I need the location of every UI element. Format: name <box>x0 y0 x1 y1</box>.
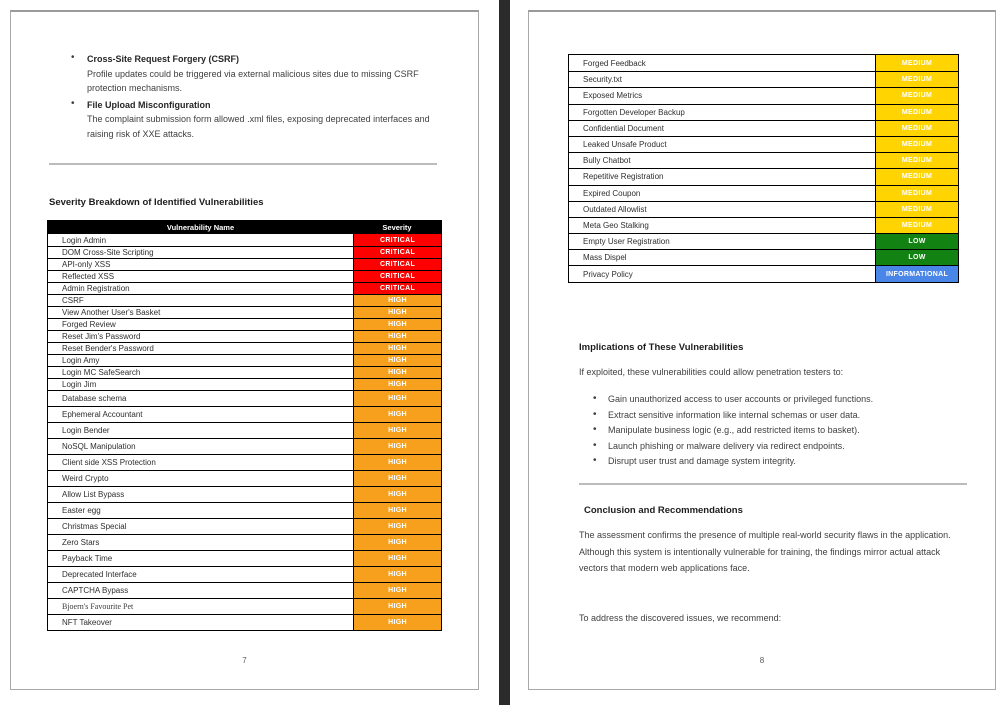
vulnerability-name-cell: Ephemeral Accountant <box>62 410 143 419</box>
severity-badge: MEDIUM <box>875 137 958 152</box>
table-row <box>48 378 441 390</box>
document-page-8 <box>528 10 996 690</box>
vulnerability-name-cell: Bully Chatbot <box>583 156 631 166</box>
severity-badge: HIGH <box>353 471 441 486</box>
vulnerability-name-cell: Christmas Special <box>62 522 127 531</box>
severity-badge: HIGH <box>353 331 441 342</box>
severity-badge: MEDIUM <box>875 153 958 168</box>
vulnerability-name-cell: Login Jim <box>62 380 97 389</box>
vulnerability-name-cell: Weird Crypto <box>62 474 109 483</box>
severity-badge: MEDIUM <box>875 121 958 136</box>
severity-badge: INFORMATIONAL <box>875 266 958 281</box>
table-row <box>569 168 958 184</box>
table-row <box>569 120 958 136</box>
severity-badge: CRITICAL <box>353 247 441 258</box>
severity-badge: MEDIUM <box>875 218 958 233</box>
implications-intro: If exploited, these vulnerabilities could allow penetration testers to: <box>579 367 844 377</box>
table-row <box>48 422 441 438</box>
severity-badge: HIGH <box>353 307 441 318</box>
vulnerability-name-cell: DOM Cross-Site Scripting <box>62 248 154 257</box>
finding-title: • Cross-Site Request Forgery (CSRF) <box>87 54 240 64</box>
table-row <box>569 201 958 217</box>
table-row <box>569 104 958 120</box>
finding-title: • File Upload Misconfiguration <box>87 99 211 110</box>
table-row <box>48 342 441 354</box>
severity-badge: HIGH <box>353 535 441 550</box>
table-row <box>48 366 441 378</box>
vulnerability-name-cell: Database schema <box>62 394 127 403</box>
vulnerability-name-cell: Login Bender <box>62 426 110 435</box>
severity-badge: MEDIUM <box>875 202 958 217</box>
implication-item: • Gain unauthorized access to user accounts or privileged functions. <box>591 392 981 408</box>
severity-table-rows <box>569 55 958 282</box>
vulnerability-name-cell: Login Amy <box>62 356 100 365</box>
implications-heading: Implications of These Vulnerabilities <box>579 342 744 353</box>
severity-badge: MEDIUM <box>875 88 958 103</box>
severity-badge: HIGH <box>353 567 441 582</box>
vulnerability-name-cell: Forgotten Developer Backup <box>583 107 685 117</box>
table-row <box>48 486 441 502</box>
severity-table-rows <box>48 234 441 630</box>
severity-badge: CRITICAL <box>353 283 441 294</box>
vulnerability-name-cell: Payback Time <box>62 554 113 563</box>
vulnerability-name-cell: Expired Coupon <box>583 188 641 198</box>
table-row <box>569 233 958 249</box>
table-row <box>569 217 958 233</box>
severity-badge: LOW <box>875 250 958 265</box>
vulnerability-name-cell: Repetitive Registration <box>583 172 664 182</box>
horizontal-rule <box>49 163 437 165</box>
severity-badge: CRITICAL <box>353 271 441 282</box>
table-row <box>48 598 441 614</box>
severity-badge: CRITICAL <box>353 234 441 246</box>
severity-badge: CRITICAL <box>353 259 441 270</box>
implication-item: • Disrupt user trust and damage system integrity. <box>591 454 981 470</box>
table-row <box>48 318 441 330</box>
vulnerability-name-cell: Outdated Allowlist <box>583 204 647 214</box>
table-row <box>569 87 958 103</box>
finding-description: Profile updates could be triggered via external malicious sites due to missing CSRF protection mechanisms. <box>87 68 419 93</box>
severity-table-header <box>48 221 441 234</box>
vulnerability-name-cell: Security.txt <box>583 75 622 85</box>
severity-badge: HIGH <box>353 379 441 390</box>
vulnerability-name-cell: Meta Geo Stalking <box>583 220 649 230</box>
column-header-severity: Severity <box>382 223 412 232</box>
severity-badge: HIGH <box>353 583 441 598</box>
severity-badge: HIGH <box>353 487 441 502</box>
severity-badge: MEDIUM <box>875 169 958 184</box>
table-row <box>48 566 441 582</box>
vulnerability-name-cell: Confidential Document <box>583 123 664 133</box>
table-row <box>48 306 441 318</box>
page-number: 8 <box>759 656 765 665</box>
finding-bullet <box>63 98 455 142</box>
vulnerability-name-cell: Client side XSS Protection <box>62 458 156 467</box>
vulnerability-name-cell: CAPTCHA Bypass <box>62 586 129 595</box>
finding-bullet <box>63 52 455 96</box>
severity-breakdown-heading: Severity Breakdown of Identified Vulnerabilities <box>49 197 264 208</box>
table-row <box>48 470 441 486</box>
table-row <box>569 185 958 201</box>
table-row <box>48 234 441 246</box>
severity-badge: MEDIUM <box>875 55 958 71</box>
table-row <box>48 454 441 470</box>
table-row <box>48 246 441 258</box>
table-row <box>569 152 958 168</box>
severity-badge: HIGH <box>353 423 441 438</box>
vulnerability-name-cell: CSRF <box>62 296 84 305</box>
vulnerability-name-cell: NFT Takeover <box>62 618 112 627</box>
severity-badge: HIGH <box>353 355 441 366</box>
table-row <box>48 582 441 598</box>
table-row <box>48 438 441 454</box>
table-row <box>48 550 441 566</box>
page-number: 7 <box>242 656 247 665</box>
vulnerability-name-cell: Leaked Unsafe Product <box>583 140 667 150</box>
severity-table-page7 <box>47 220 442 631</box>
implication-item: • Manipulate business logic (e.g., add restricted items to basket). <box>591 423 981 439</box>
table-row <box>48 502 441 518</box>
severity-badge: HIGH <box>353 367 441 378</box>
conclusion-paragraph: The assessment confirms the presence of multiple real-world security flaws in the application. Although this system is intentionally vulnerable for training, the findings mirror actual attack vectors that modern web applications face. <box>579 530 951 573</box>
severity-badge: HIGH <box>353 599 441 614</box>
vulnerability-name-cell: Forged Feedback <box>583 58 646 68</box>
vulnerability-name-cell: Empty User Registration <box>583 237 670 247</box>
table-row <box>48 518 441 534</box>
severity-badge: HIGH <box>353 343 441 354</box>
table-row <box>48 390 441 406</box>
vulnerability-name-cell: View Another User's Basket <box>62 308 161 317</box>
severity-badge: HIGH <box>353 439 441 454</box>
table-row <box>48 282 441 294</box>
severity-badge: HIGH <box>353 319 441 330</box>
vulnerability-name-cell: API-only XSS <box>62 260 111 269</box>
severity-badge: HIGH <box>353 519 441 534</box>
vulnerability-name-cell: Bjoern's Favourite Pet <box>62 602 134 611</box>
vulnerability-name-cell: Deprecated Interface <box>62 570 137 579</box>
table-row <box>48 330 441 342</box>
vulnerability-name-cell: Zero Stars <box>62 538 100 547</box>
severity-badge: MEDIUM <box>875 186 958 201</box>
vulnerability-name-cell: Mass Dispel <box>583 253 627 263</box>
severity-badge: HIGH <box>353 407 441 422</box>
implication-item: • Launch phishing or malware delivery via redirect endpoints. <box>591 439 981 455</box>
severity-badge: HIGH <box>353 615 441 630</box>
vulnerability-name-cell: Easter egg <box>62 506 101 515</box>
severity-badge: MEDIUM <box>875 72 958 87</box>
severity-badge: HIGH <box>353 391 441 406</box>
severity-badge: HIGH <box>353 503 441 518</box>
severity-table-page8 <box>568 54 959 283</box>
vulnerability-name-cell: Reflected XSS <box>62 272 115 281</box>
severity-badge: LOW <box>875 234 958 249</box>
vulnerability-name-cell: Login Admin <box>62 235 107 245</box>
table-row <box>569 71 958 87</box>
finding-description: The complaint submission form allowed .xml files, exposing deprecated interfaces and raising risk of XXE attacks. <box>87 114 430 139</box>
vulnerability-name-cell: Privacy Policy <box>583 269 633 279</box>
implication-item: • Extract sensitive information like internal schemas or user data. <box>591 408 981 424</box>
table-row <box>48 258 441 270</box>
horizontal-rule <box>579 483 967 485</box>
table-row <box>569 249 958 265</box>
page-gap-divider <box>499 0 510 705</box>
severity-badge: HIGH <box>353 295 441 306</box>
vulnerability-name-cell: Allow List Bypass <box>62 490 125 499</box>
table-row <box>48 406 441 422</box>
vulnerability-name-cell: Admin Registration <box>62 284 130 293</box>
implications-bullet-list <box>591 392 981 470</box>
table-row <box>48 354 441 366</box>
severity-badge: MEDIUM <box>875 105 958 120</box>
table-row <box>569 55 958 71</box>
table-row <box>48 614 441 630</box>
vulnerability-name-cell: Login MC SafeSearch <box>62 368 141 377</box>
table-row <box>569 265 958 281</box>
vulnerability-name-cell: Reset Bender's Password <box>62 344 154 353</box>
severity-badge: HIGH <box>353 551 441 566</box>
vulnerability-name-cell: Reset Jim's Password <box>62 332 141 341</box>
finding-bullet-list <box>63 52 455 143</box>
table-row <box>569 136 958 152</box>
table-row <box>48 270 441 282</box>
conclusion-heading: Conclusion and Recommendations <box>584 505 743 516</box>
vulnerability-name-cell: Forged Review <box>62 320 116 329</box>
severity-badge: HIGH <box>353 455 441 470</box>
document-page-7 <box>10 10 479 690</box>
conclusion-recommend-intro: To address the discovered issues, we recommend: <box>579 613 782 623</box>
table-row <box>48 294 441 306</box>
column-header-vulnerability-name: Vulnerability Name <box>166 223 235 232</box>
vulnerability-name-cell: Exposed Metrics <box>583 91 643 101</box>
vulnerability-name-cell: NoSQL Manipulation <box>62 442 136 451</box>
table-row <box>48 534 441 550</box>
